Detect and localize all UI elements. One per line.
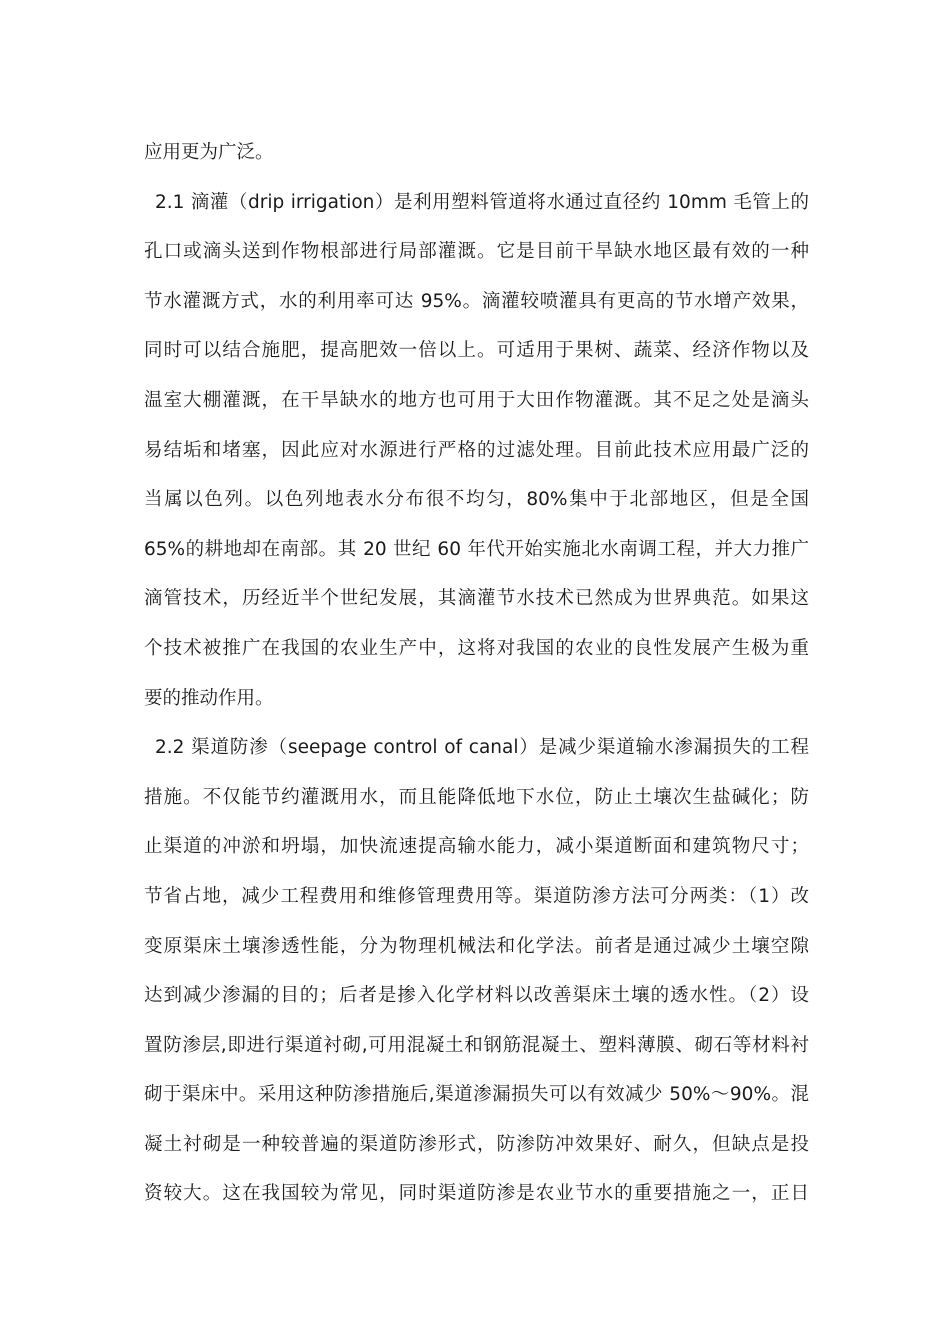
section-2-2-line: 止渠道的冲淤和坍塌，加快流速提高输水能力，减小渠道断面和建筑物尺寸； (144, 836, 809, 858)
section-2-1-line: 温室大棚灌溉，在干旱缺水的地方也可用于大田作物灌溉。其不足之处是滴头 (144, 389, 809, 411)
section-2-1-line: 同时可以结合施肥，提高肥效一倍以上。可适用于果树、蔬菜、经济作物以及 (144, 340, 809, 362)
section-2-2-line: 达到减少渗漏的目的；后者是掺入化学材料以改善渠床土壤的透水性。（2）设 (144, 985, 809, 1007)
section-2-1-line: 当属以色列。以色列地表水分布很不均匀，80%集中于北部地区，但是全国 (144, 489, 809, 511)
section-2-2-line: 节省占地，减少工程费用和维修管理费用等。渠道防渗方法可分两类：（1）改 (144, 885, 809, 907)
section-2-2-line: 措施。不仅能节约灌溉用水，而且能降低地下水位，防止土壤次生盐碱化；防 (144, 786, 809, 808)
section-2-2-line: 置防渗层,即进行渠道衬砌,可用混凝土和钢筋混凝土、塑料薄膜、砌石等材料衬 (144, 1034, 809, 1056)
paragraph-tail-line: 应用更为广泛。 (144, 142, 274, 163)
section-2-1-line: 孔口或滴头送到作物根部进行局部灌溉。它是目前干旱缺水地区最有效的一种 (144, 241, 809, 263)
section-2-1-line: 个技术被推广在我国的农业生产中，这将对我国的农业的良性发展产生极为重 (144, 637, 809, 659)
section-2-1-line: 节水灌溉方式，水的利用率可达 95%。滴灌较喷灌具有更高的节水增产效果， (144, 290, 809, 312)
section-2-1-line: 滴管技术，历经近半个世纪发展，其滴灌节水技术已然成为世界典范。如果这 (144, 588, 809, 610)
section-2-2-line: 凝土衬砌是一种较普遍的渠道防渗形式，防渗防冲效果好、耐久，但缺点是投 (144, 1133, 809, 1155)
section-2-1-line: 2.1 滴灌（drip irrigation）是利用塑料管道将水通过直径约 10mm 毛管上的 (155, 191, 809, 213)
section-2-2-line: 变原渠床土壤渗透性能，分为物理机械法和化学法。前者是通过减少土壤空隙 (144, 935, 809, 957)
section-2-2-line: 2.2 渠道防渗（seepage control of canal）是减少渠道输水渗漏损失的工程 (155, 737, 809, 759)
section-2-1-line: 要的推动作用。 (144, 687, 274, 709)
section-2-2-line: 砌于渠床中。采用这种防渗措施后,渠道渗漏损失可以有效减少 50%～90%。混 (144, 1084, 809, 1106)
section-2-1-line: 65%的耕地却在南部。其 20 世纪 60 年代开始实施北水南调工程，并大力推广 (144, 538, 809, 560)
body-text (144, 128, 809, 1219)
section-2-1-line: 易结垢和堵塞，因此应对水源进行严格的过滤处理。目前此技术应用最广泛的 (144, 439, 809, 461)
section-2-2-line: 资较大。这在我国较为常见，同时渠道防渗是农业节水的重要措施之一，正日 (144, 1183, 809, 1205)
